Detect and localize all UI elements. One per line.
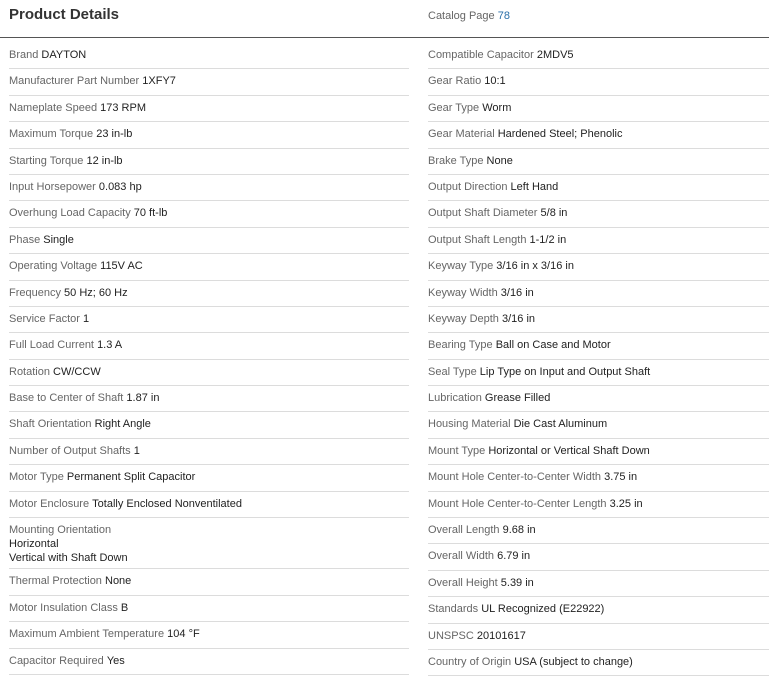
spec-label: Maximum Torque [9, 128, 94, 141]
spec-label: Gear Material [428, 128, 495, 141]
spec-row [428, 624, 769, 650]
header-divider [0, 37, 769, 38]
spec-value: 9.68 in [502, 524, 536, 537]
spec-value: Lip Type on Input and Output Shaft [479, 365, 651, 378]
spec-value: 3/16 in [500, 286, 534, 299]
spec-label: Base to Center of Shaft [9, 392, 124, 405]
spec-label: Motor Insulation Class [9, 601, 118, 614]
spec-label: Keyway Type [428, 260, 494, 273]
spec-row [428, 228, 769, 254]
spec-value: 70 ft-lb [133, 207, 168, 220]
spec-row [9, 307, 409, 333]
spec-label: Capacitor Required [9, 654, 104, 667]
spec-row [9, 492, 409, 518]
spec-label: Overall Height [428, 576, 498, 589]
spec-label: Full Load Current [9, 339, 94, 352]
spec-value: UL Recognized (E22922) [481, 603, 605, 616]
spec-value: 1-1/2 in [529, 233, 567, 246]
spec-value: 50 Hz; 60 Hz [64, 286, 128, 299]
spec-label: Brand [9, 49, 39, 61]
spec-label: Motor Enclosure [9, 497, 90, 510]
spec-label: Overall Width [428, 550, 495, 563]
spec-label: Compatible Capacitor [428, 49, 534, 61]
spec-row [428, 122, 769, 148]
catalog-page-label: Catalog Page [428, 10, 495, 22]
spec-label: Gear Type [428, 101, 480, 114]
spec-label: Mount Hole Center-to-Center Length [428, 497, 607, 510]
spec-value: 5/8 in [540, 207, 568, 220]
spec-value: Vertical with Shaft Down [9, 552, 128, 565]
spec-label: Shaft Orientation [9, 418, 92, 431]
spec-value: None [105, 575, 132, 588]
spec-value: 3.75 in [604, 471, 638, 484]
spec-label: Rotation [9, 365, 50, 378]
spec-value: CW/CCW [53, 365, 101, 378]
spec-row [9, 596, 409, 622]
spec-label: Lubrication [428, 392, 482, 405]
spec-value: Ball on Case and Motor [495, 339, 611, 352]
spec-value: 10:1 [484, 75, 506, 88]
spec-value: 12 in-lb [86, 154, 123, 167]
spec-value: 1.3 A [97, 339, 123, 352]
spec-row [428, 492, 769, 518]
spec-row [428, 149, 769, 175]
spec-value: Horizontal or Vertical Shaft Down [488, 444, 650, 457]
spec-label: Output Direction [428, 180, 508, 193]
spec-label: Service Factor [9, 312, 80, 325]
spec-label: Gear Ratio [428, 75, 482, 88]
spec-value: USA (subject to change) [514, 655, 633, 668]
spec-label: Brake Type [428, 154, 484, 167]
spec-value: 6.79 in [497, 550, 531, 563]
spec-row [9, 360, 409, 386]
spec-value: Permanent Split Capacitor [66, 471, 196, 484]
spec-label: Standards [428, 603, 479, 616]
spec-value: Yes [106, 654, 125, 667]
spec-value: Horizontal [9, 538, 59, 551]
spec-row [428, 386, 769, 412]
spec-value: 3.25 in [609, 497, 643, 510]
spec-value: B [120, 601, 129, 614]
spec-label: Seal Type [428, 365, 477, 378]
spec-row [428, 518, 769, 544]
spec-label: Input Horsepower [9, 180, 96, 193]
spec-row [9, 201, 409, 227]
spec-row [428, 412, 769, 438]
spec-row [9, 569, 409, 595]
spec-value: Single [43, 233, 74, 246]
spec-label: Mounting Orientation [9, 524, 112, 537]
spec-row [9, 622, 409, 648]
spec-value: Grease Filled [484, 392, 551, 405]
spec-label: Operating Voltage [9, 260, 98, 273]
spec-label: Country of Origin [428, 655, 512, 668]
spec-row [9, 386, 409, 412]
spec-value: 23 in-lb [96, 128, 133, 141]
spec-value: 115V AC [100, 260, 143, 273]
spec-value: 104 °F [167, 628, 200, 641]
spec-row [9, 412, 409, 438]
spec-row [428, 307, 769, 333]
spec-value: Left Hand [510, 180, 559, 193]
spec-column-right [428, 43, 769, 676]
spec-label: Overall Length [428, 524, 500, 537]
spec-label: Starting Torque [9, 154, 84, 167]
spec-row [428, 254, 769, 280]
spec-row [9, 333, 409, 359]
spec-label: Bearing Type [428, 339, 493, 352]
spec-value: Right Angle [94, 418, 151, 431]
spec-row [428, 439, 769, 465]
spec-label: Output Shaft Length [428, 233, 527, 246]
spec-row [9, 281, 409, 307]
spec-value: 2MDV5 [536, 49, 574, 61]
spec-row [9, 43, 409, 69]
spec-value: 3/16 in x 3/16 in [496, 260, 574, 273]
spec-label: Keyway Width [428, 286, 498, 299]
spec-label: Housing Material [428, 418, 511, 431]
spec-label: Number of Output Shafts [9, 444, 131, 457]
spec-label: Thermal Protection [9, 575, 102, 588]
spec-row [9, 465, 409, 491]
spec-value: 5.39 in [500, 576, 534, 589]
spec-value: 20101617 [476, 629, 526, 642]
spec-label: Frequency [9, 286, 61, 299]
spec-label: Maximum Ambient Temperature [9, 628, 165, 641]
product-details-header [0, 0, 769, 38]
spec-label: Manufacturer Part Number [9, 75, 140, 88]
spec-row [428, 281, 769, 307]
spec-label: UNSPSC [428, 629, 474, 642]
spec-row [428, 650, 769, 676]
spec-value: 1XFY7 [142, 75, 176, 88]
spec-row [9, 69, 409, 95]
spec-value: 1 [133, 444, 140, 457]
spec-row [9, 149, 409, 175]
spec-row [9, 518, 409, 569]
spec-value: DAYTON [41, 49, 87, 61]
spec-value: Die Cast Aluminum [513, 418, 608, 431]
page-title: Product Details [9, 6, 120, 23]
spec-row [428, 571, 769, 597]
spec-label: Output Shaft Diameter [428, 207, 538, 220]
spec-row [428, 201, 769, 227]
spec-row [9, 254, 409, 280]
spec-row [428, 69, 769, 95]
spec-value: 1.87 in [126, 392, 160, 405]
spec-row [428, 175, 769, 201]
spec-row [9, 439, 409, 465]
spec-row [428, 465, 769, 491]
spec-label: Nameplate Speed [9, 101, 98, 114]
spec-label: Mount Hole Center-to-Center Width [428, 471, 602, 484]
spec-row [428, 360, 769, 386]
spec-row [428, 96, 769, 122]
spec-row [9, 96, 409, 122]
spec-value: 1 [82, 312, 90, 325]
spec-value: Worm [482, 101, 512, 114]
catalog-page-link[interactable]: 78 [497, 10, 510, 22]
spec-value: Totally Enclosed Nonventilated [92, 497, 242, 510]
spec-row [9, 122, 409, 148]
spec-row [9, 228, 409, 254]
spec-value: None [486, 154, 513, 167]
spec-label: Keyway Depth [428, 312, 499, 325]
spec-value: 0.083 hp [98, 180, 142, 193]
spec-value: 173 RPM [100, 101, 146, 114]
spec-row [9, 649, 409, 675]
spec-label: Motor Type [9, 471, 64, 484]
spec-column-left [9, 43, 409, 675]
spec-label: Overhung Load Capacity [9, 207, 131, 220]
spec-value: 3/16 in [502, 312, 536, 325]
spec-label: Phase [9, 233, 41, 246]
spec-label: Mount Type [428, 444, 486, 457]
spec-row [428, 43, 769, 69]
spec-value: Hardened Steel; Phenolic [497, 128, 623, 141]
spec-row [428, 544, 769, 570]
spec-row [428, 333, 769, 359]
spec-row [428, 597, 769, 623]
spec-row [9, 175, 409, 201]
catalog-page [428, 10, 510, 22]
